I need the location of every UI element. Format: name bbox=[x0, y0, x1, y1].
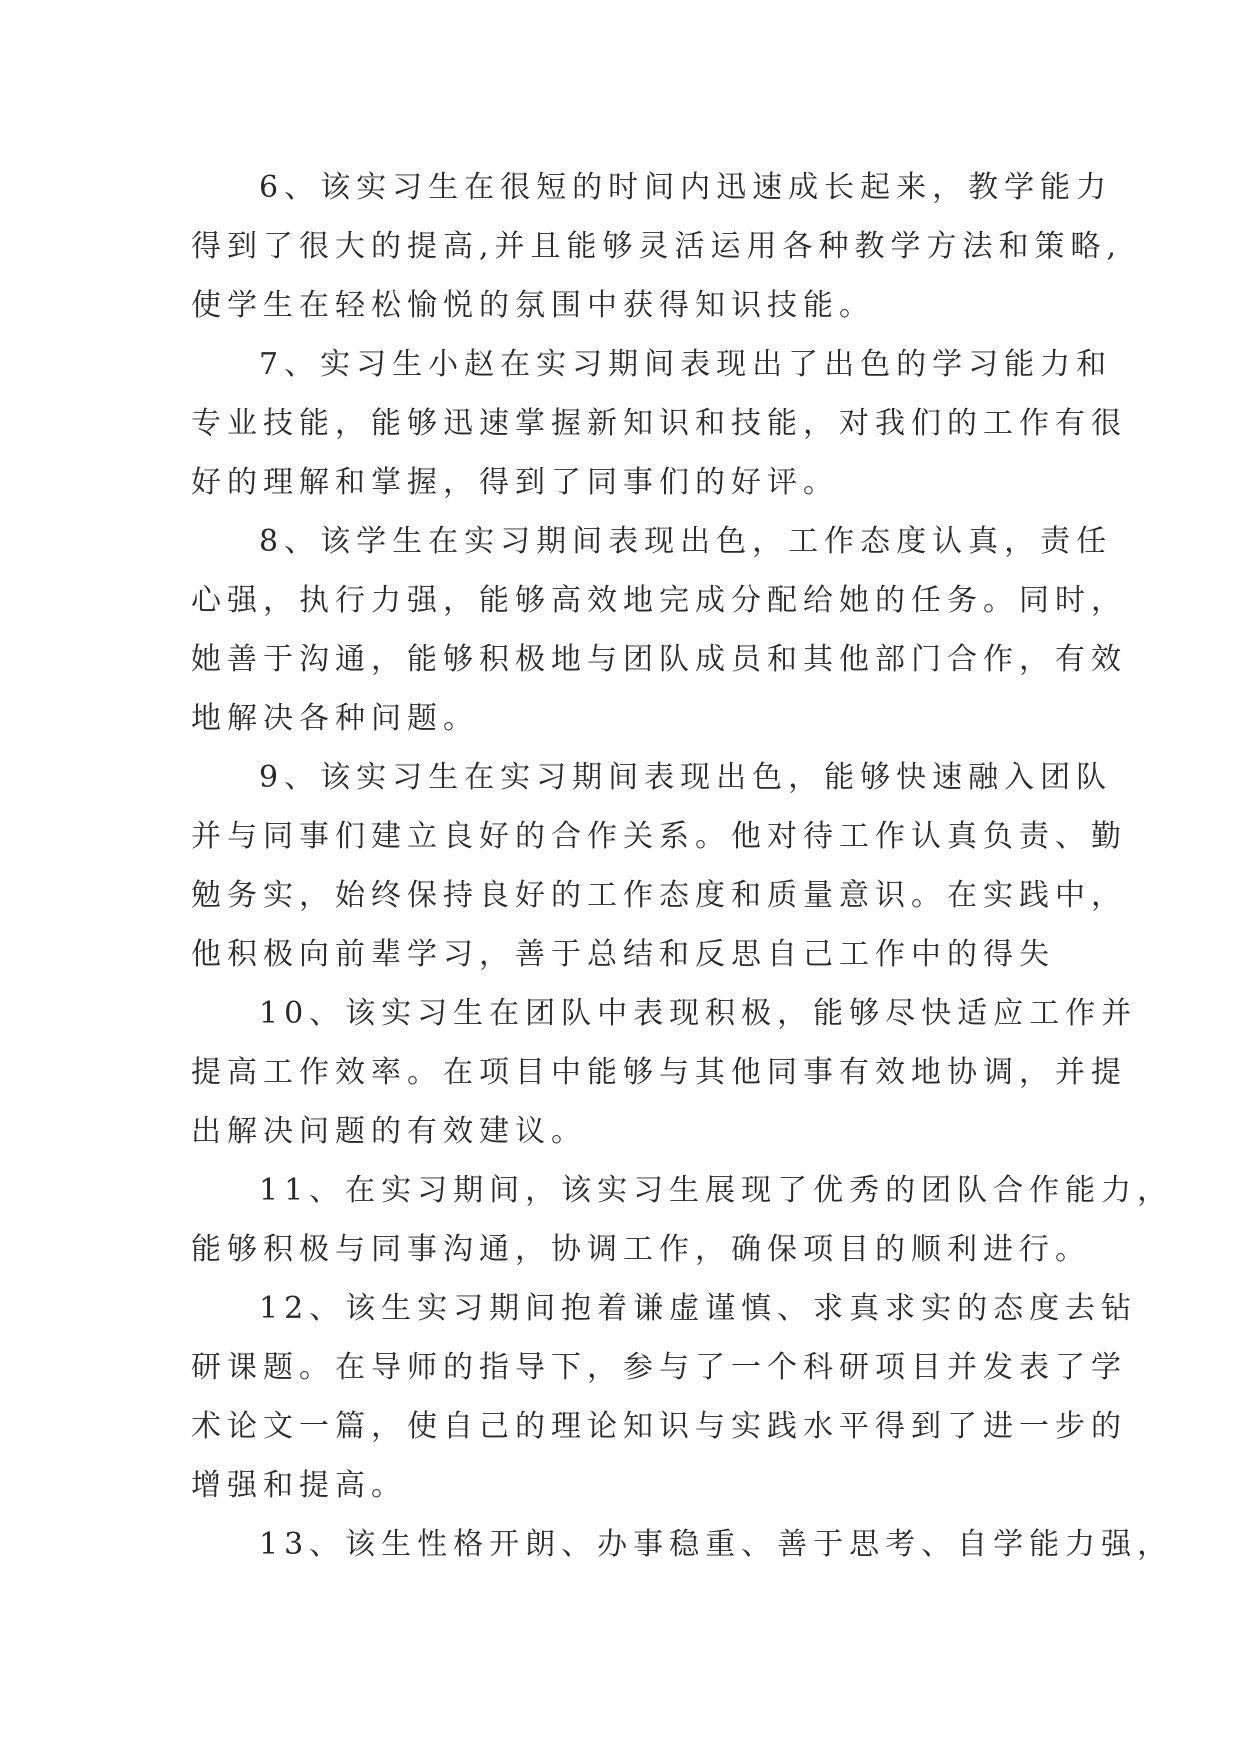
text-line: 使学生在轻松愉悦的氛围中获得知识技能。 bbox=[191, 288, 875, 323]
text-line: 研课题。在导师的指导下，参与了一个科研项目并发表了学 bbox=[191, 1350, 1127, 1385]
text-line: 得到了很大的提高,并且能够灵活运用各种教学方法和策略, bbox=[191, 229, 1123, 264]
text-line: 好的理解和掌握，得到了同事们的好评。 bbox=[191, 465, 839, 500]
text-line: 勉务实，始终保持良好的工作态度和质量意识。在实践中， bbox=[191, 878, 1127, 913]
paragraph-6 bbox=[191, 158, 1123, 335]
text-line: 13、该生性格开朗、办事稳重、善于思考、自学能力强， bbox=[259, 1527, 1174, 1562]
text-line: 10、该实习生在团队中表现积极，能够尽快适应工作并 bbox=[259, 996, 1138, 1031]
text-line: 出解决问题的有效建议。 bbox=[191, 1114, 587, 1149]
text-line: 7、实习生小赵在实习期间表现出了出色的学习能力和 bbox=[259, 347, 1113, 382]
paragraph-7 bbox=[191, 335, 1127, 512]
text-line: 她善于沟通，能够积极地与团队成员和其他部门合作，有效 bbox=[191, 642, 1127, 677]
text-line: 12、该生实习期间抱着谦虚谨慎、求真求实的态度去钻 bbox=[259, 1291, 1138, 1326]
text-line: 地解决各种问题。 bbox=[191, 701, 479, 736]
text-line: 心强，执行力强，能够高效地完成分配给她的任务。同时， bbox=[191, 583, 1127, 618]
text-line: 术论文一篇，使自己的理论知识与实践水平得到了进一步的 bbox=[191, 1409, 1127, 1444]
text-line: 9、该实习生在实习期间表现出色，能够快速融入团队 bbox=[259, 760, 1113, 795]
text-line: 他积极向前辈学习，善于总结和反思自己工作中的得失 bbox=[191, 937, 1055, 972]
text-line: 11、在实习期间，该实习生展现了优秀的团队合作能力， bbox=[259, 1173, 1174, 1208]
paragraph-10 bbox=[191, 984, 1138, 1161]
document-body bbox=[191, 158, 1174, 1574]
text-line: 8、该学生在实习期间表现出色，工作态度认真，责任 bbox=[259, 524, 1113, 559]
text-line: 专业技能，能够迅速掌握新知识和技能，对我们的工作有很 bbox=[191, 406, 1127, 441]
text-line: 能够积极与同事沟通，协调工作，确保项目的顺利进行。 bbox=[191, 1232, 1091, 1267]
paragraph-12 bbox=[191, 1279, 1138, 1515]
text-line: 提高工作效率。在项目中能够与其他同事有效地协调，并提 bbox=[191, 1055, 1127, 1090]
text-line: 增强和提高。 bbox=[191, 1468, 407, 1503]
text-line: 6、该实习生在很短的时间内迅速成长起来，教学能力 bbox=[259, 170, 1113, 205]
paragraph-8 bbox=[191, 512, 1127, 748]
paragraph-11 bbox=[191, 1161, 1174, 1279]
paragraph-9 bbox=[191, 748, 1127, 984]
paragraph-13 bbox=[191, 1515, 1174, 1574]
text-line: 并与同事们建立良好的合作关系。他对待工作认真负责、勤 bbox=[191, 819, 1127, 854]
